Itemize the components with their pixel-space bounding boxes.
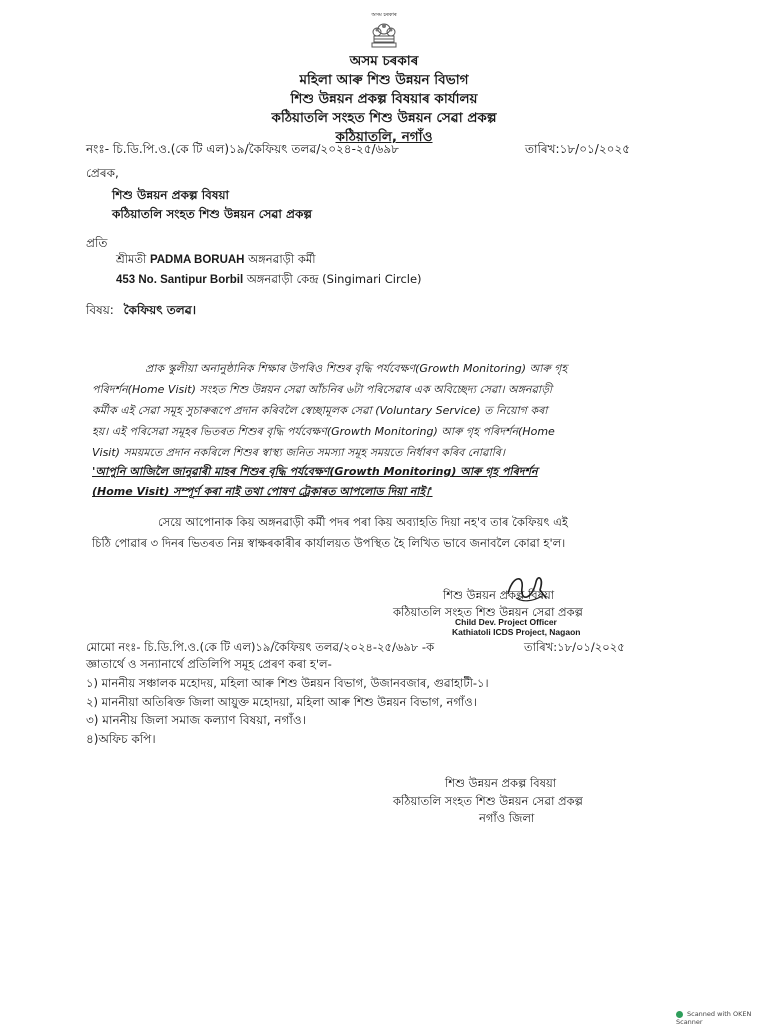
signature2-designation: শিশু উন্নয়ন প্ৰকল্প বিষয়া	[445, 776, 557, 790]
recipient-prefix: শ্ৰীমতী	[116, 252, 150, 266]
recipient-centre-suffix: অঙ্গনৱাড়ী কেন্দ্ৰ (Singimari Circle)	[243, 272, 422, 286]
header-line-2: মহিলা আৰু শিশু উন্নয়ন বিভাগ	[299, 72, 469, 88]
emblem-caption: অসম চৰকাৰ	[371, 12, 397, 18]
memo-item-4: ৪)অফিচ কপি।	[86, 732, 156, 746]
signature2-district: নগাঁও জিলা	[479, 811, 535, 825]
subject-line	[86, 302, 196, 322]
scanner-label: Scanned with OKEN Scanner	[676, 1010, 752, 1026]
recipient-centre: 453 No. Santipur Borbil	[116, 274, 244, 286]
scanner-logo-icon	[676, 1011, 683, 1018]
memo-item-1: ১) মাননীয় সঞ্চালক মহোদয়, মহিলা আৰু শিশু উন্নয়ন বিভাগ, উজানবজাৰ, গুৱাহাটী-১।	[86, 676, 489, 690]
recipient-centre-line	[116, 271, 422, 290]
body-p2-line-1: সেয়ে আপোনাক কিয় অঙ্গনৱাড়ী কৰ্মী পদৰ পৰা কিয় অব্যাহতি দিয়া নহ'ব তাৰ কৈফিয়ৎ এই	[158, 515, 568, 529]
recipient-line	[116, 251, 316, 270]
reference-number: নংঃ- চি.ডি.পি.ও.(কে টি এল)১৯/কৈফিয়ৎ তলৱ/২০২৪-২৫/৬৯৮	[86, 142, 399, 156]
body-p1-line-4: হয়। এই পৰিসেৱা সমূহৰ ভিতৰত শিশুৰ বৃদ্ধি পৰ্যবেক্ষণ(Growth Monitoring) আৰু গৃহ পৰিদৰ্শন(Home	[92, 425, 555, 438]
sender-office: কঠিয়াতলি সংহত শিশু উন্নয়ন সেৱা প্ৰকল্প	[112, 207, 312, 221]
subject-text: কৈফিয়ৎ তলৱ।	[123, 303, 197, 317]
memo-item-2: ২) মাননীয়া অতিৰিক্ত জিলা আয়ুক্ত মহোদয়া, মহিলা আৰু শিশু উন্নয়ন বিভাগ, নগাঁও।	[86, 695, 477, 709]
signature1-designation: শিশু উন্নয়ন প্ৰকল্প বিষয়া	[443, 588, 555, 602]
header-line-3: শিশু উন্নয়ন প্ৰকল্প বিষয়াৰ কাৰ্যালয়	[290, 91, 478, 107]
quote-line-1: 'আপুনি আজিলৈ জানুৱাৰী মাহৰ শিশুৰ বৃদ্ধি পৰ্যবেক্ষণ(Growth Monitoring) আৰু গৃহ পৰিদৰ্শন	[92, 465, 538, 478]
quote-line-2: (Home Visit) সম্পূৰ্ণ কৰা নাই তথা পোষণ ট্ৰেকাৰত আপলোড দিয়া নাই।'	[92, 485, 433, 498]
header-line-1: অসম চৰকাৰ	[349, 53, 419, 69]
subject-label: বিষয়:	[86, 303, 114, 317]
body-p1-line-5: Visit) সময়মতে প্ৰদান নকৰিলে শিশুৰ স্বাস্থ্য জনিত সমস্যা সমূহ সময়তে নিৰ্ধাৰণ কৰিব নোৱাৰি।	[92, 446, 505, 459]
recipient-role: অঙ্গনৱাড়ী কৰ্মী	[244, 252, 316, 266]
memo-intro: জ্ঞাতাৰ্থে ও সন্যানাৰ্থে প্ৰতিলিপি সমূহ প্ৰেৰণ কৰা হ'ল-	[86, 657, 332, 671]
reference-date: তাৰিখ:১৮/০১/২০২৫	[525, 142, 631, 156]
memo-item-3: ৩) মাননীয় জিলা সমাজ কল্যাণ বিষয়া, নগাঁও।	[86, 713, 307, 727]
sender-label: প্ৰেৰক,	[86, 166, 119, 180]
body-p1-line-3: কৰ্মীক এই সেৱা সমূহ সুচাৰুৰূপে প্ৰদান কৰিবলৈ স্বেচ্ছামূলক সেৱা (Voluntary Service) ত নিয়োগ কৰা	[92, 404, 548, 417]
stamp-line-2: Kathiatoli ICDS Project, Nagaon	[452, 627, 581, 637]
header-line-4: কঠিয়াতলি সংহত শিশু উন্নয়ন সেৱা প্ৰকল্প	[271, 110, 497, 126]
signature2-office: কঠিয়াতলি সংহত শিশু উন্নয়ন সেৱা প্ৰকল্প	[393, 794, 583, 808]
recipient-name: PADMA BORUAH	[149, 254, 245, 266]
header-line-5: কঠিয়াতলি, নগাঁও	[335, 129, 433, 145]
recipient-label: প্ৰতি	[86, 236, 108, 250]
memo-date: তাৰিখ:১৮/০১/২০২৫	[524, 640, 625, 654]
body-p2-line-2: চিঠি পোৱাৰ ৩ দিনৰ ভিতৰত নিম্ন স্বাক্ষৰকাৰীৰ কাৰ্যালয়ত উপস্থিত হৈ লিখিত ভাবে জনাবলৈ কোৱা হ'ল।	[92, 536, 566, 550]
stamp-line-1: Child Dev. Project Officer	[455, 617, 557, 627]
body-p1-line-1: প্ৰাক স্কুলীয়া অনানুষ্ঠানিক শিক্ষাৰ উপৰিও শিশুৰ বৃদ্ধি পৰ্যবেক্ষণ(Growth Monitoring) আৰু গৃহ	[145, 362, 568, 375]
body-p1-line-2: পৰিদৰ্শন(Home Visit) সংহত শিশু উন্নয়ন সেৱা আঁচনিৰ ৬টা পৰিসেৱাৰ এক অবিচ্ছেদ্য সেৱা। অঙ্গনৱাড়ী	[92, 383, 553, 396]
sender-designation: শিশু উন্নয়ন প্ৰকল্প বিষয়া	[112, 188, 230, 202]
memo-number: মোমো নংঃ- চি.ডি.পি.ও.(কে টি এল)১৯/কৈফিয়ৎ তলৱ/২০২৪-২৫/৬৯৮ -ক	[86, 640, 435, 654]
signature1-office: কঠিয়াতলি সংহত শিশু উন্নয়ন সেৱা প্ৰকল্প	[393, 605, 583, 619]
